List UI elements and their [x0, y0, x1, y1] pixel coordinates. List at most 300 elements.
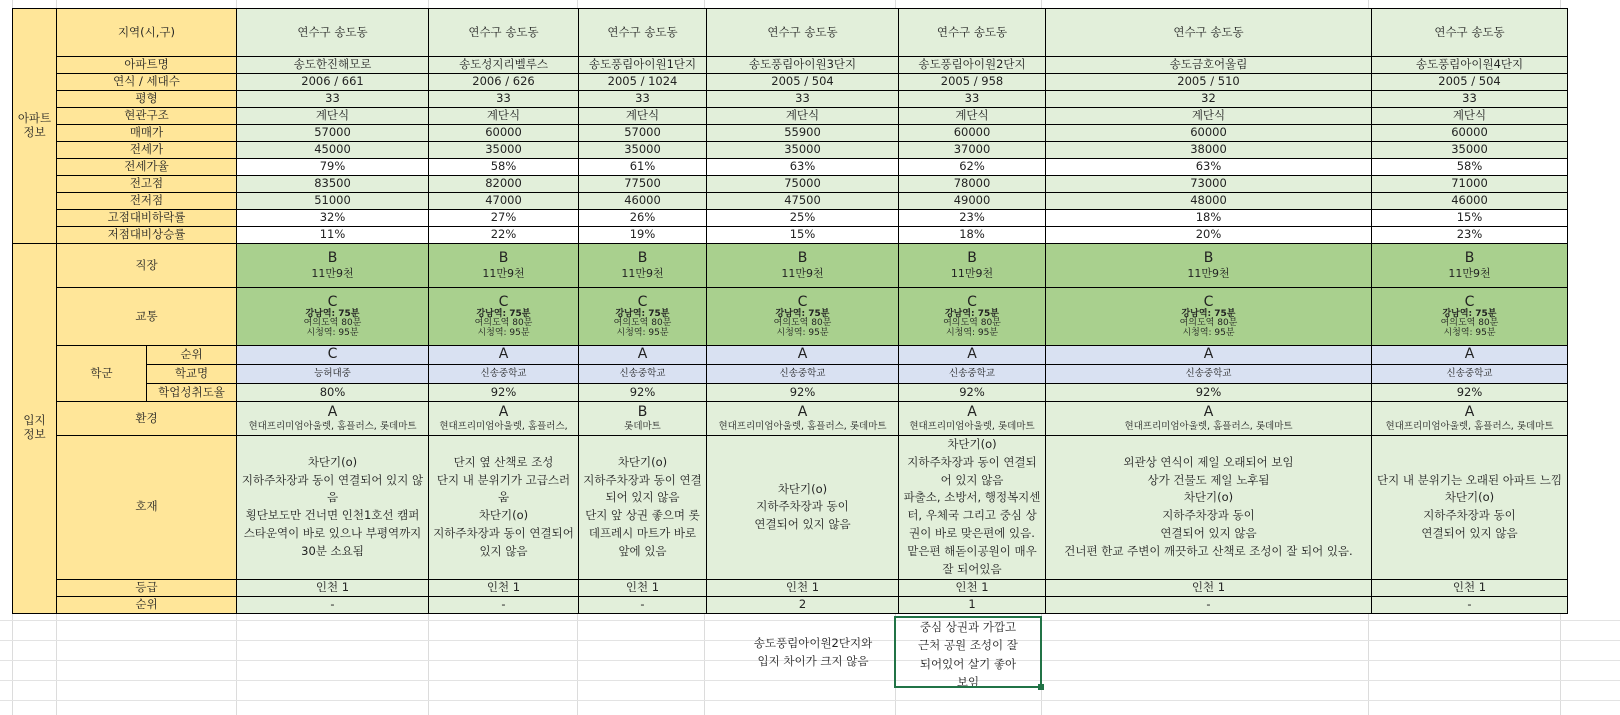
- rank-cell[interactable]: 1: [899, 596, 1046, 613]
- env-text: 현대프리미엄아울렛, 홈플러스, 롯데마트: [1385, 420, 1554, 432]
- job-sub: 11만9천: [950, 266, 994, 280]
- school-rank-grade: A: [1203, 346, 1214, 363]
- traffic-cell[interactable]: [429, 288, 579, 346]
- grade-cell[interactable]: 인천 1: [1372, 579, 1568, 596]
- jeonse-cell[interactable]: 35000: [579, 142, 707, 159]
- job-sub: 11만9천: [1448, 266, 1491, 280]
- rank-cell[interactable]: 2: [707, 596, 899, 613]
- hojae-line: 차단기(o): [1183, 490, 1234, 505]
- hojae-text: [429, 454, 578, 561]
- label-rise[interactable]: 저점대비상승률: [57, 227, 237, 244]
- traffic-grade: C: [1203, 293, 1214, 310]
- school-rate-cell[interactable]: 92%: [899, 384, 1046, 402]
- structure-cell[interactable]: 계단식: [1372, 108, 1568, 125]
- traffic-cityhall: 시청역: 95분: [945, 327, 999, 338]
- grade-cell[interactable]: 인천 1: [429, 579, 579, 596]
- env-text: 현대프리미엄아울렛, 홈플러스, 롯데마트: [1124, 420, 1293, 432]
- sale-cell[interactable]: 60000: [899, 125, 1046, 142]
- job-sub: 11만9천: [781, 266, 824, 280]
- region-cell[interactable]: 연수구 송도동: [429, 9, 579, 57]
- table-row: [13, 210, 1568, 227]
- table-row: [13, 596, 1568, 613]
- school-rank-grade: A: [637, 346, 648, 363]
- label-env[interactable]: 환경: [57, 402, 237, 436]
- table-row: [13, 346, 1568, 365]
- note-b-line-1: 중심 상권과 가깝고: [919, 620, 1017, 634]
- hojae-line: 건너편 한교 주변이 깨끗하고 산책로 조성이 잘 되어 있음.: [1064, 543, 1353, 558]
- env-text: 현대프리미엄아울렛, 롯데마트: [909, 420, 1035, 432]
- label-low[interactable]: 전저점: [57, 193, 237, 210]
- sale-cell[interactable]: 60000: [1046, 125, 1372, 142]
- table-row: [13, 227, 1568, 244]
- hojae-line: 상가 건물도 제일 노후됨: [1147, 472, 1270, 487]
- env-cell[interactable]: [579, 402, 707, 436]
- region-cell[interactable]: 연수구 송도동: [1372, 9, 1568, 57]
- traffic-yeouido: 여의도역 80분: [303, 318, 362, 329]
- table-row: [13, 436, 1568, 580]
- job-cell[interactable]: [1046, 244, 1372, 288]
- group-location-info[interactable]: [13, 244, 57, 614]
- year-units-cell[interactable]: 2005 / 504: [707, 74, 899, 91]
- table-row: [13, 57, 1568, 74]
- pyeong-cell[interactable]: 33: [899, 91, 1046, 108]
- env-grade: A: [1203, 404, 1214, 421]
- school-name-cell[interactable]: [899, 365, 1046, 384]
- traffic-cityhall: 시청역: 95분: [477, 327, 530, 338]
- hojae-line: 차단기(o): [1444, 490, 1495, 505]
- job-grade: B: [797, 250, 808, 267]
- ratio-cell[interactable]: 63%: [707, 159, 899, 176]
- note-cell-a[interactable]: [733, 634, 893, 671]
- group-apartment-label: 아파트 정보: [17, 111, 52, 139]
- label-rank[interactable]: 순위: [57, 596, 237, 613]
- job-grade: B: [967, 250, 977, 267]
- hojae-line: 지하주차장과 동이: [1423, 508, 1516, 523]
- label-drop[interactable]: 고점대비하락률: [57, 210, 237, 227]
- table-row: [13, 384, 1568, 402]
- rise-cell[interactable]: 22%: [429, 227, 579, 244]
- traffic-cityhall: 시청역: 95분: [306, 327, 359, 338]
- note-a-line-1: 송도풍림아이원2단지와: [753, 636, 873, 650]
- env-cell[interactable]: [1046, 402, 1372, 436]
- job-cell[interactable]: [429, 244, 579, 288]
- job-cell[interactable]: [579, 244, 707, 288]
- school-name-text: 신송중학교: [1446, 368, 1493, 380]
- sale-cell[interactable]: 57000: [579, 125, 707, 142]
- school-name-cell[interactable]: [707, 365, 899, 384]
- table-row: [13, 176, 1568, 193]
- table-row: [13, 579, 1568, 596]
- hojae-line: 차단기(o): [777, 481, 828, 496]
- year-units-cell[interactable]: 2005 / 1024: [579, 74, 707, 91]
- label-pyeong[interactable]: 평형: [57, 91, 237, 108]
- rise-cell[interactable]: 11%: [237, 227, 429, 244]
- structure-cell[interactable]: 계단식: [1046, 108, 1372, 125]
- traffic-yeouido: 여의도역 80분: [474, 318, 533, 329]
- drop-cell[interactable]: 27%: [429, 210, 579, 227]
- region-header[interactable]: 지역(시,구): [57, 9, 237, 57]
- name-cell[interactable]: 송도한진해모로: [237, 57, 429, 74]
- hojae-line: 지하주차장과 동이: [1162, 508, 1255, 523]
- high-cell[interactable]: 73000: [1046, 176, 1372, 193]
- hojae-line: 횡단보도만 건너면 인천1호선 캠퍼스타운역이 바로 있으나 부평역까지 30분 소요됨: [243, 508, 422, 558]
- group-apartment-info[interactable]: [13, 9, 57, 244]
- traffic-cell[interactable]: [579, 288, 707, 346]
- sale-cell[interactable]: 55900: [707, 125, 899, 142]
- job-grade: B: [637, 250, 648, 267]
- school-rank-cell[interactable]: [899, 346, 1046, 365]
- hojae-line: 차단기(o): [947, 437, 997, 451]
- traffic-grade: C: [967, 293, 977, 310]
- pyeong-cell[interactable]: 33: [429, 91, 579, 108]
- label-hojae[interactable]: 호재: [57, 436, 237, 580]
- label-job[interactable]: 직장: [57, 244, 237, 288]
- school-name-text: 신송중학교: [480, 368, 527, 380]
- high-cell[interactable]: 83500: [237, 176, 429, 193]
- school-rank-cell[interactable]: [1372, 346, 1568, 365]
- table-row: [13, 74, 1568, 91]
- env-cell[interactable]: [237, 402, 429, 436]
- high-cell[interactable]: 71000: [1372, 176, 1568, 193]
- year-units-cell[interactable]: 2006 / 626: [429, 74, 579, 91]
- traffic-yeouido: 여의도역 80분: [1440, 318, 1499, 329]
- high-cell[interactable]: 77500: [579, 176, 707, 193]
- school-name-cell[interactable]: [429, 365, 579, 384]
- hojae-line: 파출소, 소방서, 행정복지센터, 우체국 그리고 중심 상권이 바로 맞은편에 있음.: [903, 490, 1041, 541]
- school-name-text: 신송중학교: [779, 368, 826, 380]
- table-row: [13, 288, 1568, 346]
- env-grade: A: [327, 404, 338, 421]
- job-cell[interactable]: [707, 244, 899, 288]
- school-name-text: 능허대중: [314, 368, 351, 380]
- hojae-line: 차단기(o): [307, 454, 358, 469]
- traffic-cityhall: 시청역: 95분: [1182, 327, 1235, 338]
- traffic-cell[interactable]: [1046, 288, 1372, 346]
- pyeong-cell[interactable]: 33: [1372, 91, 1568, 108]
- hojae-text: [237, 454, 428, 561]
- traffic-cityhall: 시청역: 95분: [1443, 327, 1496, 338]
- low-cell[interactable]: 46000: [1372, 193, 1568, 210]
- label-school-rate[interactable]: 학업성취도율: [147, 384, 237, 402]
- job-cell[interactable]: [1372, 244, 1568, 288]
- env-cell[interactable]: [707, 402, 899, 436]
- label-structure[interactable]: 현관구조: [57, 108, 237, 125]
- env-cell[interactable]: [1372, 402, 1568, 436]
- high-cell[interactable]: 75000: [707, 176, 899, 193]
- drop-cell[interactable]: 32%: [237, 210, 429, 227]
- hojae-line: 단지 옆 산책로 조성: [453, 454, 554, 469]
- rank-cell[interactable]: -: [1046, 596, 1372, 613]
- group-location-label: 입지 정보: [23, 413, 46, 442]
- ratio-cell[interactable]: 79%: [237, 159, 429, 176]
- traffic-grade: C: [327, 293, 338, 310]
- school-name-cell[interactable]: [579, 365, 707, 384]
- hojae-cell[interactable]: [1046, 436, 1372, 580]
- region-cell[interactable]: 연수구 송도동: [1046, 9, 1372, 57]
- grade-cell[interactable]: 인천 1: [237, 579, 429, 596]
- traffic-cell[interactable]: [237, 288, 429, 346]
- school-rank-grade: A: [498, 346, 509, 363]
- env-grade: B: [637, 404, 648, 421]
- label-apt-name[interactable]: 아파트명: [57, 57, 237, 74]
- hojae-text: [1046, 454, 1371, 561]
- school-name-text: 신송중학교: [619, 368, 666, 380]
- fill-handle[interactable]: [1038, 684, 1044, 690]
- table-row: [13, 125, 1568, 142]
- hojae-cell[interactable]: [429, 436, 579, 580]
- school-rate-cell[interactable]: 92%: [1372, 384, 1568, 402]
- low-cell[interactable]: 51000: [237, 193, 429, 210]
- year-units-cell[interactable]: 2005 / 510: [1046, 74, 1372, 91]
- env-grade: A: [797, 404, 808, 421]
- hojae-line: 차단기(o): [617, 454, 668, 469]
- sale-cell[interactable]: 60000: [1372, 125, 1568, 142]
- traffic-gangnam: 강남역: 75분: [1442, 309, 1497, 320]
- high-cell[interactable]: 82000: [429, 176, 579, 193]
- env-cell[interactable]: [899, 402, 1046, 436]
- hojae-line: 지하주차장과 동이 연결되어 있지 않음: [433, 526, 574, 558]
- school-rank-cell[interactable]: [1046, 346, 1372, 365]
- region-cell[interactable]: 연수구 송도동: [579, 9, 707, 57]
- school-rank-grade: A: [967, 346, 977, 363]
- jeonse-cell[interactable]: 35000: [1372, 142, 1568, 159]
- jeonse-cell[interactable]: 45000: [237, 142, 429, 159]
- label-jeonse-ratio[interactable]: 전세가율: [57, 159, 237, 176]
- low-cell[interactable]: 46000: [579, 193, 707, 210]
- label-sale[interactable]: 매매가: [57, 125, 237, 142]
- env-cell[interactable]: [429, 402, 579, 436]
- grade-cell[interactable]: 인천 1: [899, 579, 1046, 596]
- name-cell[interactable]: 송도풍림아이원1단지: [579, 57, 707, 74]
- drop-cell[interactable]: 23%: [899, 210, 1046, 227]
- school-rate-cell[interactable]: 80%: [237, 384, 429, 402]
- env-grade: A: [967, 404, 977, 421]
- table-row: [13, 244, 1568, 288]
- hojae-text: [899, 436, 1045, 579]
- school-rank-cell[interactable]: [429, 346, 579, 365]
- drop-cell[interactable]: 25%: [707, 210, 899, 227]
- pyeong-cell[interactable]: 33: [707, 91, 899, 108]
- pyeong-cell[interactable]: 32: [1046, 91, 1372, 108]
- env-grade: A: [1464, 404, 1475, 421]
- note-b-line-3: 되어있어 살기 좋아: [919, 656, 1017, 671]
- sale-cell[interactable]: 57000: [237, 125, 429, 142]
- ratio-cell[interactable]: 58%: [1372, 159, 1568, 176]
- grade-cell[interactable]: 인천 1: [579, 579, 707, 596]
- hojae-line: 단지 내 분위기가 고급스러움: [436, 472, 571, 505]
- hojae-line: 외관상 연식이 제일 오래되어 보임: [1123, 454, 1294, 469]
- label-traffic[interactable]: 교통: [57, 288, 237, 346]
- traffic-yeouido: 여의도역 80분: [773, 318, 832, 329]
- label-high[interactable]: 전고점: [57, 176, 237, 193]
- job-cell[interactable]: [237, 244, 429, 288]
- year-units-cell[interactable]: 2006 / 661: [237, 74, 429, 91]
- apartment-comparison-table: [12, 8, 1568, 614]
- traffic-cityhall: 시청역: 95분: [616, 327, 669, 338]
- traffic-cell[interactable]: [707, 288, 899, 346]
- traffic-gangnam: 강남역: 75분: [615, 309, 670, 320]
- region-cell[interactable]: 연수구 송도동: [237, 9, 429, 57]
- rise-cell[interactable]: 20%: [1046, 227, 1372, 244]
- school-name-text: 신송중학교: [1185, 368, 1232, 380]
- structure-cell[interactable]: 계단식: [899, 108, 1046, 125]
- jeonse-cell[interactable]: 35000: [707, 142, 899, 159]
- drop-cell[interactable]: 26%: [579, 210, 707, 227]
- name-cell[interactable]: 송도성지리벨루스: [429, 57, 579, 74]
- traffic-grade: C: [797, 293, 808, 310]
- school-rank-grade: C: [327, 346, 338, 363]
- jeonse-cell[interactable]: 38000: [1046, 142, 1372, 159]
- job-sub: 11만9천: [621, 266, 664, 280]
- table-row: [13, 159, 1568, 176]
- grade-cell[interactable]: 인천 1: [707, 579, 899, 596]
- env-text: 현대프리미엄아울렛, 홈플러스, 롯데마트: [718, 420, 887, 432]
- hojae-line: 지하주차장과 동이 연결되어 있지 않음: [907, 454, 1037, 487]
- table-row: [13, 9, 1568, 57]
- job-grade: B: [327, 250, 338, 267]
- traffic-cell[interactable]: [1372, 288, 1568, 346]
- traffic-yeouido: 여의도역 80분: [1179, 318, 1238, 329]
- label-jeonse[interactable]: 전세가: [57, 142, 237, 159]
- school-rank-cell[interactable]: [237, 346, 429, 365]
- traffic-grade: C: [1464, 293, 1475, 310]
- rank-cell[interactable]: -: [237, 596, 429, 613]
- school-name-cell[interactable]: [237, 365, 429, 384]
- structure-cell[interactable]: 계단식: [237, 108, 429, 125]
- traffic-gangnam: 강남역: 75분: [305, 309, 360, 320]
- jeonse-cell[interactable]: 35000: [429, 142, 579, 159]
- school-name-cell[interactable]: [1372, 365, 1568, 384]
- school-rank-grade: A: [797, 346, 808, 363]
- hojae-cell[interactable]: [707, 436, 899, 580]
- low-cell[interactable]: 47000: [429, 193, 579, 210]
- job-grade: B: [498, 250, 509, 267]
- pyeong-cell[interactable]: 33: [237, 91, 429, 108]
- traffic-yeouido: 여의도역 80분: [613, 318, 672, 329]
- label-school-rank[interactable]: 순위: [147, 346, 237, 365]
- year-units-cell[interactable]: 2005 / 958: [899, 74, 1046, 91]
- school-name-cell[interactable]: [1046, 365, 1372, 384]
- year-units-cell[interactable]: 2005 / 504: [1372, 74, 1568, 91]
- rank-cell[interactable]: -: [579, 596, 707, 613]
- hojae-line: 단지 앞 상권 좋으며 롯데프레시 마트가 바로 앞에 있음: [585, 508, 700, 558]
- structure-cell[interactable]: 계단식: [579, 108, 707, 125]
- ratio-cell[interactable]: 58%: [429, 159, 579, 176]
- school-rate-cell[interactable]: 92%: [1046, 384, 1372, 402]
- hojae-line: 연결되어 있지 않음: [1160, 526, 1257, 541]
- traffic-gangnam: 강남역: 75분: [944, 309, 1000, 320]
- table-row: [13, 108, 1568, 125]
- traffic-gangnam: 강남역: 75분: [476, 309, 531, 320]
- hojae-line: 연결되어 있지 않음: [1421, 526, 1518, 541]
- high-cell[interactable]: 78000: [899, 176, 1046, 193]
- rank-cell[interactable]: -: [1372, 596, 1568, 613]
- school-rank-cell[interactable]: [707, 346, 899, 365]
- ratio-cell[interactable]: 62%: [899, 159, 1046, 176]
- hojae-cell[interactable]: [237, 436, 429, 580]
- label-grade[interactable]: 등급: [57, 579, 237, 596]
- hojae-text: [1372, 472, 1567, 543]
- hojae-line: 지하주차장과 동이: [756, 499, 849, 514]
- ratio-cell[interactable]: 63%: [1046, 159, 1372, 176]
- drop-cell[interactable]: 18%: [1046, 210, 1372, 227]
- jeonse-cell[interactable]: 37000: [899, 142, 1046, 159]
- label-school-name[interactable]: 학교명: [147, 365, 237, 384]
- name-cell[interactable]: 송도금호어울림: [1046, 57, 1372, 74]
- hojae-line: 차단기(o): [478, 508, 529, 523]
- table-row: [13, 402, 1568, 436]
- school-rate-cell[interactable]: 92%: [429, 384, 579, 402]
- low-cell[interactable]: 48000: [1046, 193, 1372, 210]
- env-text: 롯데마트: [624, 420, 661, 432]
- traffic-cell[interactable]: [899, 288, 1046, 346]
- traffic-gangnam: 강남역: 75분: [1181, 309, 1236, 320]
- name-cell[interactable]: 송도풍림아이원3단지: [707, 57, 899, 74]
- label-year-units[interactable]: 연식 / 세대수: [57, 74, 237, 91]
- env-text: 현대프리미엄아울렛, 홈플러스,: [439, 420, 568, 432]
- low-cell[interactable]: 47500: [707, 193, 899, 210]
- job-sub: 11만9천: [311, 266, 354, 280]
- name-cell[interactable]: 송도풍림아이원2단지: [899, 57, 1046, 74]
- rise-cell[interactable]: 23%: [1372, 227, 1568, 244]
- hojae-cell[interactable]: [579, 436, 707, 580]
- structure-cell[interactable]: 계단식: [429, 108, 579, 125]
- name-cell[interactable]: 송도풍림아이원4단지: [1372, 57, 1568, 74]
- structure-cell[interactable]: 계단식: [707, 108, 899, 125]
- traffic-grade: C: [498, 293, 509, 310]
- note-b-line-4: 보임: [956, 675, 980, 690]
- env-text: 현대프리미엄아울렛, 홈플러스, 롯데마트: [248, 420, 417, 432]
- sale-cell[interactable]: 60000: [429, 125, 579, 142]
- rise-cell[interactable]: 15%: [707, 227, 899, 244]
- hojae-line: 연결되어 있지 않음: [754, 517, 851, 532]
- job-sub: 11만9천: [482, 266, 525, 280]
- selected-cell-outline: [894, 616, 1042, 688]
- label-school[interactable]: 학군: [57, 346, 147, 402]
- hojae-cell[interactable]: [1372, 436, 1568, 580]
- job-grade: B: [1203, 250, 1214, 267]
- table-row: [13, 142, 1568, 159]
- region-cell[interactable]: 연수구 송도동: [899, 9, 1046, 57]
- hojae-cell[interactable]: [899, 436, 1046, 580]
- rise-cell[interactable]: 19%: [579, 227, 707, 244]
- school-name-text: 신송중학교: [949, 368, 995, 380]
- hojae-text: [707, 481, 898, 534]
- traffic-yeouido: 여의도역 80분: [943, 318, 1001, 329]
- pyeong-cell[interactable]: 33: [579, 91, 707, 108]
- traffic-cityhall: 시청역: 95분: [776, 327, 829, 338]
- low-cell[interactable]: 49000: [899, 193, 1046, 210]
- grade-cell[interactable]: 인천 1: [1046, 579, 1372, 596]
- hojae-text: [579, 454, 706, 561]
- rank-cell[interactable]: -: [429, 596, 579, 613]
- hojae-line: 단지 내 분위기는 오래된 아파트 느낌: [1377, 472, 1562, 487]
- rise-cell[interactable]: 18%: [899, 227, 1046, 244]
- drop-cell[interactable]: 15%: [1372, 210, 1568, 227]
- note-b-line-2: 근처 공원 조성이 잘: [918, 638, 1018, 653]
- school-rate-cell[interactable]: 92%: [579, 384, 707, 402]
- env-grade: A: [498, 404, 509, 421]
- hojae-line: 맡은편 해돋이공원이 매우 잘 되어있음: [907, 543, 1037, 576]
- hojae-line: 지하주차장과 동이 연결되어 있지 않음: [241, 472, 424, 505]
- region-cell[interactable]: 연수구 송도동: [707, 9, 899, 57]
- job-cell[interactable]: [899, 244, 1046, 288]
- school-rate-cell[interactable]: 92%: [707, 384, 899, 402]
- school-rank-cell[interactable]: [579, 346, 707, 365]
- job-grade: B: [1464, 250, 1475, 267]
- school-rank-grade: A: [1464, 346, 1475, 363]
- ratio-cell[interactable]: 61%: [579, 159, 707, 176]
